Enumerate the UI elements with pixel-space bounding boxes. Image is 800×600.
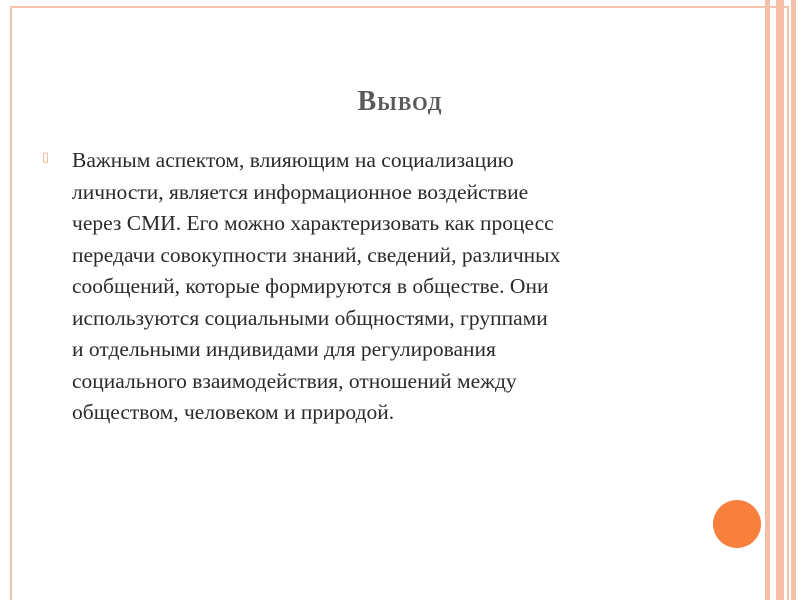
bullet-list [40, 145, 700, 429]
bullet-marker-icon: ▯ [42, 150, 50, 165]
bullet-text: Важным аспектом, влияющим на социализацию личности, является информационное воздействие через СМИ. Его можно характеризовать как процесс передачи совокупности знаний, сведений, различных сообщений, которые формируются в обществе. Они используются социальными общностями, группами и отдельными индивидами для регулирования социального взаимодействия, отношений между обществом, человеком и природой. [72, 148, 561, 424]
decorative-stripe [791, 0, 796, 600]
decorative-circle-icon [713, 500, 761, 548]
slide-title: Вывод [357, 86, 443, 117]
bullet-item [40, 145, 700, 429]
decorative-stripe [765, 0, 770, 600]
decorative-stripe [776, 0, 784, 600]
